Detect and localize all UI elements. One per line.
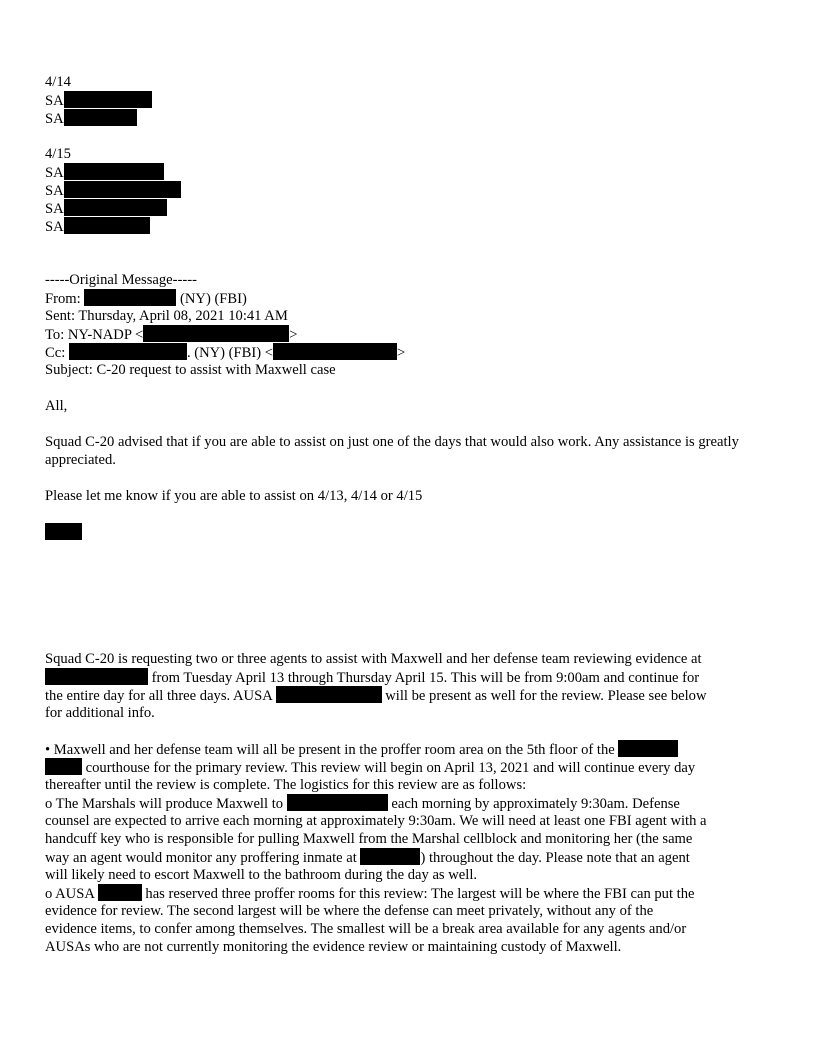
marshals-line-2: counsel are expected to arrive each morning at approximately 9:30am. We will need at least one FBI agent with a xyxy=(45,813,707,829)
redaction-box xyxy=(64,163,164,180)
marshals-line-4 xyxy=(45,848,690,867)
original-message-divider: -----Original Message----- xyxy=(45,272,197,288)
sub-text: o AUSA xyxy=(45,886,95,902)
request-text: from Tuesday April 13 through Thursday April 15. This will be from 9:00am and continue for xyxy=(151,670,700,686)
redaction-box xyxy=(84,289,176,306)
cc-middle: . (NY) (FBI) < xyxy=(186,345,273,361)
to-line xyxy=(45,325,298,344)
request-line-4: for additional info. xyxy=(45,705,155,721)
sub-text: ) throughout the day. Please note that an agent xyxy=(420,850,690,866)
redaction-box xyxy=(618,740,678,757)
from-suffix: (NY) (FBI) xyxy=(180,291,247,307)
redaction-box xyxy=(64,91,152,108)
to-label: To: NY-NADP < xyxy=(45,327,144,343)
to-close: > xyxy=(289,327,298,343)
sub-text: has reserved three proffer rooms for this review: The largest will be where the FBI can put the xyxy=(145,886,695,902)
sa-prefix: SA xyxy=(45,111,64,127)
cc-line xyxy=(45,343,405,362)
sa-line xyxy=(45,109,137,128)
bullet-line-3: thereafter until the review is complete. The logistics for this review are as follows: xyxy=(45,777,527,793)
redaction-box xyxy=(45,523,82,540)
cc-close: > xyxy=(397,345,406,361)
sub-text: way an agent would monitor any proffering inmate at xyxy=(45,850,357,866)
paragraph-assist-one-day: Squad C-20 advised that if you are able to assist on just one of the days that would also work. Any assistance is greatly appreciated. xyxy=(45,434,739,468)
redaction-box xyxy=(64,217,150,234)
marshals-line-1 xyxy=(45,794,680,813)
sub-text: each morning by approximately 9:30am. Defense xyxy=(391,796,680,812)
paragraph-let-me-know: Please let me know if you are able to assist on 4/13, 4/14 or 4/15 xyxy=(45,488,423,504)
redaction-box xyxy=(69,343,187,360)
request-text: the entire day for all three days. AUSA xyxy=(45,688,272,704)
redaction-box xyxy=(273,343,397,360)
redaction-box xyxy=(64,199,167,216)
marshals-line-3: handcuff key who is responsible for pulling Maxwell from the Marshal cellblock and monitoring her (the same xyxy=(45,831,693,847)
redaction-box xyxy=(98,884,142,901)
sub-text: o The Marshals will produce Maxwell to xyxy=(45,796,284,812)
redaction-box xyxy=(45,668,148,685)
proffer-rooms-line-1 xyxy=(45,884,695,903)
sa-prefix: SA xyxy=(45,183,64,199)
from-line xyxy=(45,289,247,308)
redaction-box xyxy=(287,794,388,811)
date-4-14: 4/14 xyxy=(45,74,71,90)
redaction-box xyxy=(143,325,289,342)
sa-line xyxy=(45,199,167,218)
proffer-rooms-line-4: AUSAs who are not currently monitoring the evidence review or maintaining custody of Maxwell. xyxy=(45,939,622,955)
request-line-1: Squad C-20 is requesting two or three agents to assist with Maxwell and her defense team reviewing evidence at xyxy=(45,651,702,667)
sent-line: Sent: Thursday, April 08, 2021 10:41 AM xyxy=(45,308,288,324)
from-label: From: xyxy=(45,291,81,307)
subject-line: Subject: C-20 request to assist with Maxwell case xyxy=(45,362,336,378)
sa-line xyxy=(45,181,181,200)
signature-redaction xyxy=(45,523,82,542)
marshals-line-5: will likely need to escort Maxwell to the bathroom during the day as well. xyxy=(45,867,478,883)
sa-prefix: SA xyxy=(45,201,64,217)
greeting: All, xyxy=(45,398,68,414)
sa-line xyxy=(45,163,164,182)
redaction-box xyxy=(45,758,82,775)
request-line-2 xyxy=(45,668,699,687)
sa-prefix: SA xyxy=(45,165,64,181)
sa-prefix: SA xyxy=(45,219,64,235)
bullet-text: courthouse for the primary review. This review will begin on April 13, 2021 and will continue every day xyxy=(85,760,696,776)
sa-line xyxy=(45,91,152,110)
redaction-box xyxy=(64,181,181,198)
bullet-text: • Maxwell and her defense team will all be present in the proffer room area on the 5th floor of the xyxy=(45,742,615,758)
bullet-line-1 xyxy=(45,740,678,759)
bullet-line-2 xyxy=(45,758,695,777)
sa-line xyxy=(45,217,150,236)
cc-label: Cc: xyxy=(45,345,66,361)
request-text: will be present as well for the review. Please see below xyxy=(385,688,707,704)
proffer-rooms-line-2: evidence for review. The second largest will be where the defense can meet privately, without any of the xyxy=(45,903,654,919)
proffer-rooms-line-3: evidence items, to confer among themselves. The smallest will be a break area available for any agents and/or xyxy=(45,921,687,937)
redaction-box xyxy=(64,109,137,126)
date-4-15: 4/15 xyxy=(45,146,71,162)
redaction-box xyxy=(276,686,382,703)
redaction-box xyxy=(360,848,420,865)
sa-prefix: SA xyxy=(45,93,64,109)
request-line-3 xyxy=(45,686,707,705)
